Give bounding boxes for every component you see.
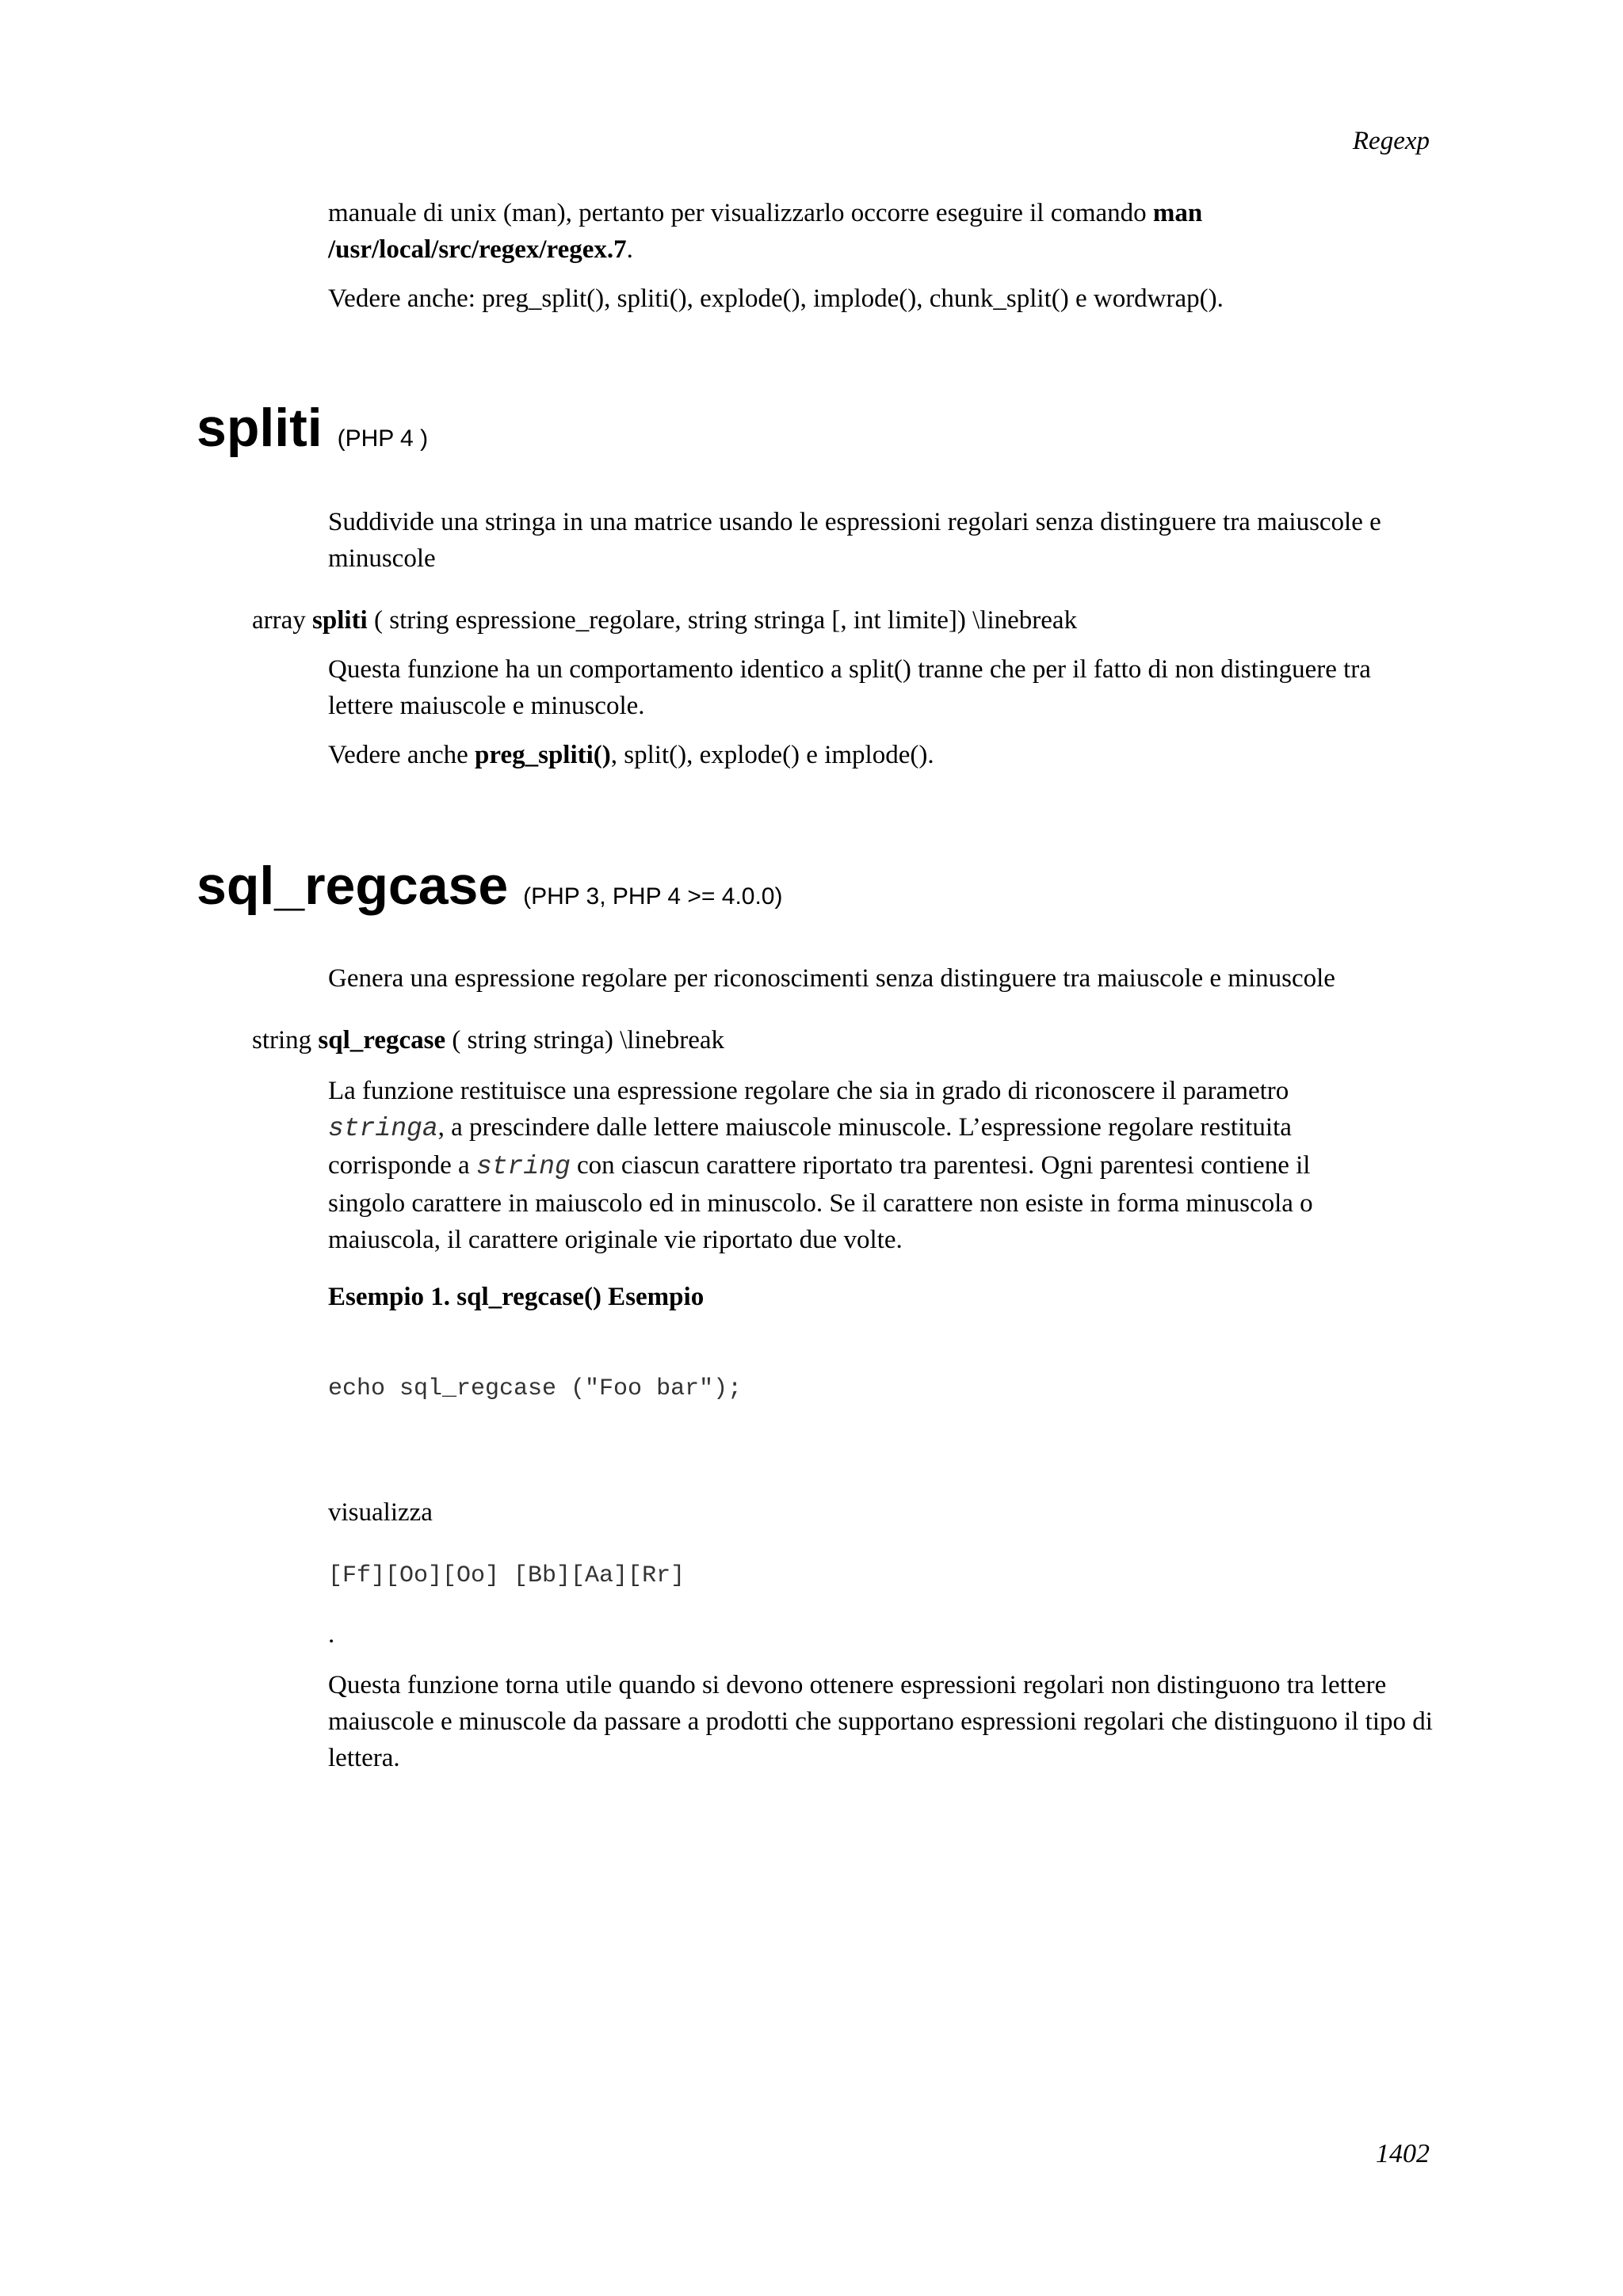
- spliti-see-also: [328, 737, 1438, 773]
- sql-regcase-heading: [197, 854, 783, 929]
- param-string: string: [475, 1152, 571, 1181]
- output-code: [Ff][Oo][Oo] [Bb][Aa][Rr]: [328, 1562, 685, 1589]
- sql-regcase-signature: [252, 1022, 1441, 1058]
- man-command: man /usr/local/src/regex/regex.7: [328, 199, 1203, 264]
- sql-regcase-title: sql_regcase: [197, 856, 509, 916]
- spliti-see-also-prefix: Vedere anche: [328, 741, 475, 769]
- desc-part2: , a prescindere dalle lettere maiuscole minuscole. L’espressione regolare restituita corrisponde a: [328, 1113, 1292, 1180]
- spliti-description: Questa funzione ha un comportamento identico a split() tranne che per il fatto di non distinguere tra lettere maiuscole e minuscole.: [328, 655, 1371, 720]
- sql-regcase-sig-args: ( string stringa) \linebreak: [445, 1026, 725, 1055]
- spliti-signature: [252, 602, 1441, 639]
- spliti-heading: [197, 396, 428, 471]
- running-header: Regexp: [1352, 127, 1430, 155]
- sql-regcase-return-type: string: [252, 1026, 319, 1055]
- output-period: .: [328, 1620, 335, 1649]
- closing-paragraph: Questa funzione torna utile quando si devono ottenere espressioni regolari non distinguono tra lettere maiuscole e minuscole da passare a prodotti che supportano espressioni regolari che distinguono il tipo di lettera.: [328, 1671, 1433, 1772]
- spliti-purpose: Suddivide una stringa in una matrice usando le espressioni regolari senza distinguere tra maiuscole e minuscole: [328, 508, 1381, 573]
- page-number: 1402: [1376, 2139, 1430, 2168]
- spliti-sig-name: spliti: [312, 606, 368, 635]
- example-code: echo sql_regcase ("Foo bar");: [328, 1375, 743, 1402]
- sql-regcase-version: (PHP 3, PHP 4 >= 4.0.0): [523, 883, 783, 910]
- spliti-sig-args: ( string espressione_regolare, string stringa [, int limite]) \linebreak: [367, 606, 1078, 635]
- intro-period: .: [626, 235, 633, 264]
- sql-regcase-sig-name: sql_regcase: [318, 1026, 446, 1055]
- example-title: [328, 1279, 1438, 1315]
- desc-part3: con ciascun carattere riportato tra parentesi. Ogni parentesi contiene il singolo carattere in maiuscolo ed in minuscolo. Se il carattere non esiste in forma minuscola o maiuscola, il carattere originale vie riportato due volte.: [328, 1151, 1313, 1254]
- spliti-title: spliti: [197, 398, 323, 458]
- spliti-version: (PHP 4 ): [337, 425, 429, 452]
- intro-man-paragraph: [328, 195, 1438, 268]
- example-title-text: Esempio 1. sql_regcase() Esempio: [328, 1283, 705, 1311]
- preg-spliti-link: preg_spliti(): [475, 741, 611, 769]
- param-stringa: stringa: [328, 1114, 438, 1143]
- desc-part1: La funzione restituisce una espressione regolare che sia in grado di riconoscere il parametro: [328, 1077, 1289, 1105]
- spliti-return-type: array: [252, 606, 313, 635]
- spliti-see-also-rest: , split(), explode() e implode().: [610, 741, 934, 769]
- intro-see-also: Vedere anche: preg_split(), spliti(), explode(), implode(), chunk_split() e wordwrap().: [328, 284, 1224, 313]
- output-label: visualizza: [328, 1498, 433, 1527]
- sql-regcase-description: [328, 1073, 1358, 1258]
- sql-regcase-purpose: Genera una espressione regolare per riconoscimenti senza distinguere tra maiuscole e minuscole: [328, 964, 1335, 993]
- intro-text: manuale di unix (man), pertanto per visualizzarlo occorre eseguire il comando: [328, 199, 1153, 227]
